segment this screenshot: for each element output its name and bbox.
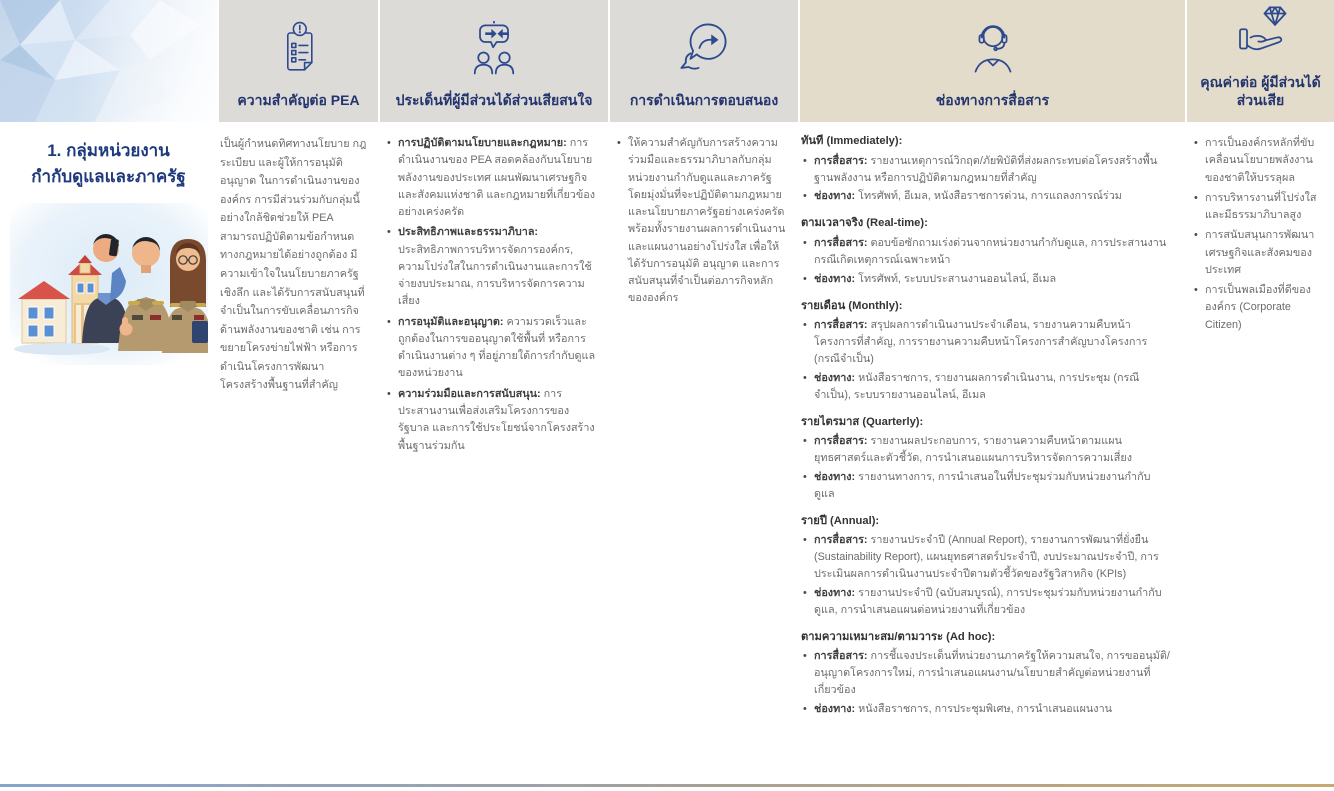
government-group-illustration bbox=[10, 203, 208, 365]
list-item: • การบริหารงานที่โปร่งใสและมีธรรมาภิบาลสูง bbox=[1192, 190, 1324, 225]
list-item: • ช่องทาง: รายงานทางการ, การนำเสนอในที่ประชุมร่วมกับหน่วยงานกำกับดูแล bbox=[801, 469, 1171, 503]
channel-section-quarterly bbox=[801, 414, 1171, 503]
header-decorative-corner bbox=[0, 0, 217, 122]
support-agent-icon bbox=[965, 19, 1021, 82]
list-item: • ช่องทาง: รายงานประจำปี (ฉบับสมบูรณ์), การประชุมร่วมกับหน่วยงานกำกับดูแล, การนำเสนอแผนต่อหน่วยงานที่เกี่ยวข้อง bbox=[801, 585, 1171, 619]
list-item: • ช่องทาง: โทรศัพท์, อีเมล, หนังสือราชการด่วน, การแถลงการณ์ร่วม bbox=[801, 188, 1171, 205]
response-list bbox=[615, 135, 786, 308]
list-item: • การเป็นพลเมืองที่ดีขององค์กร (Corporate Citizen) bbox=[1192, 282, 1324, 334]
header-label-response: การดำเนินการตอบสนอง bbox=[629, 91, 779, 108]
group-title-line1: 1. กลุ่มหน่วยงาน bbox=[47, 141, 170, 160]
importance-cell bbox=[217, 122, 378, 784]
values-cell bbox=[1185, 122, 1334, 784]
channel-section-adhoc bbox=[801, 629, 1171, 718]
response-cell bbox=[608, 122, 798, 784]
channel-section-annual bbox=[801, 513, 1171, 619]
group-cell bbox=[0, 122, 217, 784]
hand-diamond-icon bbox=[1233, 3, 1289, 64]
list-item: • การสื่อสาร: สรุปผลการดำเนินงานประจำเดือน, รายงานความคืบหน้าโครงการที่สำคัญ, การรายงานความคืบหน้าโครงการสำคัญบางโครงการ (กรณีจำเป็น) bbox=[801, 317, 1171, 367]
list-item: • การสื่อสาร: รายงานผลประกอบการ, รายงานความคืบหน้าตามแผนยุทธศาสตร์และตัวชี้วัด, การนำเสนอแผนการบริหารจัดการความเสี่ยง bbox=[801, 433, 1171, 467]
channel-heading: รายเดือน (Monthly): bbox=[801, 299, 903, 312]
list-item: • การสื่อสาร: รายงานประจำปี (Annual Report), รายงานการพัฒนาที่ยั่งยืน (Sustainability Report), แผนยุทธศาสตร์ประจำปี, งบประมาณประจำปี, การประเมินผลการดำเนินงานประจำปีตามตัวชี้วัดของรัฐวิสาหกิจ (KPIs) bbox=[801, 532, 1171, 582]
list-item: • การสื่อสาร: การชี้แจงประเด็นที่หน่วยงานภาครัฐให้ความสนใจ, การขออนุมัติ/อนุญาตโครงการใหม่, การนำเสนอแผนงาน/นโยบายสำคัญต่อหน่วยงานที่เกี่ยวข้อง bbox=[801, 648, 1171, 698]
channels-cell bbox=[798, 122, 1185, 784]
channel-heading: ตามเวลาจริง (Real-time): bbox=[801, 217, 928, 230]
header-label-channels: ช่องทางการสื่อสาร bbox=[935, 91, 1050, 108]
header-col-issues bbox=[378, 0, 608, 122]
issues-cell bbox=[378, 122, 608, 784]
header-col-importance bbox=[217, 0, 378, 122]
list-item: • การสื่อสาร: ตอบข้อซักถามเร่งด่วนจากหน่วยงานกำกับดูแล, การประสานงานกรณีเกิดเหตุการณ์เฉพาะหน้า bbox=[801, 235, 1171, 269]
list-item: • การสนับสนุนการพัฒนาเศรษฐกิจและสังคมของประเทศ bbox=[1192, 227, 1324, 279]
header-label-importance: ความสำคัญต่อ PEA bbox=[237, 91, 360, 108]
issues-list bbox=[385, 135, 598, 455]
channel-section-immediately bbox=[801, 133, 1171, 205]
channel-heading: รายไตรมาส (Quarterly): bbox=[801, 415, 924, 428]
group-title bbox=[8, 138, 209, 191]
list-item: • ประสิทธิภาพและธรรมาภิบาล: ประสิทธิภาพการบริหารจัดการองค์กร, ความโปร่งใสในการดำเนินงานและการใช้จ่ายงบประมาณ, การบริหารจัดการความเสี่ยง bbox=[385, 224, 598, 310]
channel-section-realtime bbox=[801, 215, 1171, 287]
group-title-line2: กำกับดูแลและภาครัฐ bbox=[31, 167, 186, 187]
channel-heading: ทันที (Immediately): bbox=[801, 135, 903, 147]
list-item: • การปฏิบัติตามนโยบายและกฎหมาย: การดำเนินงานของ PEA สอดคล้องกับนโยบายพลังงานของประเทศ แผนพัฒนาเศรษฐกิจและสังคมแห่งชาติ และกฎหมายที่เกี่ยวข้องอย่างเคร่งครัด bbox=[385, 135, 598, 221]
list-item: • ช่องทาง: โทรศัพท์, ระบบประสานงานออนไลน์, อีเมล bbox=[801, 271, 1171, 288]
header-col-response bbox=[608, 0, 798, 122]
list-item: • ให้ความสำคัญกับการสร้างความร่วมมือและธรรมาภิบาลกับกลุ่มหน่วยงานกำกับดูแลและภาครัฐ โดยมุ่งมั่นที่จะปฏิบัติตามกฎหมายและนโยบายภาครัฐอย่างเคร่งครัด พร้อมทั้งรายงานผลการดำเนินงานและแผนงานอย่างโปร่งใส เพื่อให้ได้รับการอนุมัติ อนุญาต และการสนับสนุนที่จำเป็นต่อภารกิจหลักขององค์กร bbox=[615, 135, 786, 308]
header-col-values bbox=[1185, 0, 1334, 122]
bottom-margin bbox=[0, 787, 1334, 791]
list-item: • ช่องทาง: หนังสือราชการ, รายงานผลการดำเนินงาน, การประชุม (กรณีจำเป็น), ระบบรายงานออนไลน์, อีเมล bbox=[801, 370, 1171, 404]
header-col-channels bbox=[798, 0, 1185, 122]
channel-section-monthly bbox=[801, 298, 1171, 404]
polygon-pattern bbox=[0, 0, 217, 122]
discussion-people-icon bbox=[466, 21, 522, 82]
list-item: • ช่องทาง: หนังสือราชการ, การประชุมพิเศษ, การนำเสนอแผนงาน bbox=[801, 701, 1171, 718]
reply-chat-icon bbox=[675, 19, 733, 82]
list-item: • ความร่วมมือและการสนับสนุน: การประสานงานเพื่อส่งเสริมโครงการของรัฐบาล และการใช้ประโยชน์จากโครงสร้างพื้นฐานร่วมกัน bbox=[385, 386, 598, 455]
clipboard-checklist-icon bbox=[273, 21, 325, 82]
list-item: • การอนุมัติและอนุญาต: ความรวดเร็วและถูกต้องในการขออนุญาตใช้พื้นที่ หรือการดำเนินงานต่าง ๆ ที่อยู่ภายใต้การกำกับดูแลของหน่วยงาน bbox=[385, 314, 598, 383]
channel-heading: รายปี (Annual): bbox=[801, 514, 880, 527]
header-label-values: คุณค่าต่อ ผู้มีส่วนได้ส่วนเสีย bbox=[1200, 73, 1321, 108]
values-list bbox=[1192, 135, 1324, 334]
list-item: • การสื่อสาร: รายงานเหตุการณ์วิกฤต/ภัยพิบัติที่ส่งผลกระทบต่อโครงสร้างพื้นฐานพลังงาน หรือการปฏิบัติตามกฎหมายที่สำคัญ bbox=[801, 153, 1171, 187]
header-label-issues: ประเด็นที่ผู้มีส่วนได้ส่วนเสียสนใจ bbox=[395, 91, 593, 108]
importance-text: เป็นผู้กำหนดทิศทางนโยบาย กฎระเบียบ และผู้ให้การอนุมัติอนุญาต ในการดำเนินงานขององค์กร การมีส่วนร่วมกับกลุ่มนี้อย่างใกล้ชิดช่วยให้ PEA สามารถปฏิบัติตามข้อกำหนดทางกฎหมายได้อย่างถูกต้อง มีความเข้าใจในนโยบายภาครัฐเชิงลึก และได้รับการสนับสนุนที่จำเป็นในการขับเคลื่อนภารกิจด้านพลังงานของชาติ เช่น การขยายโครงข่ายไฟฟ้า หรือการดำเนินโครงการพัฒนาโครงสร้างพื้นฐานที่สำคัญ bbox=[220, 138, 367, 392]
list-item: • การเป็นองค์กรหลักที่ขับเคลื่อนนโยบายพลังงานของชาติให้บรรลุผล bbox=[1192, 135, 1324, 187]
channel-heading: ตามความเหมาะสม/ตามวาระ (Ad hoc): bbox=[801, 630, 996, 643]
